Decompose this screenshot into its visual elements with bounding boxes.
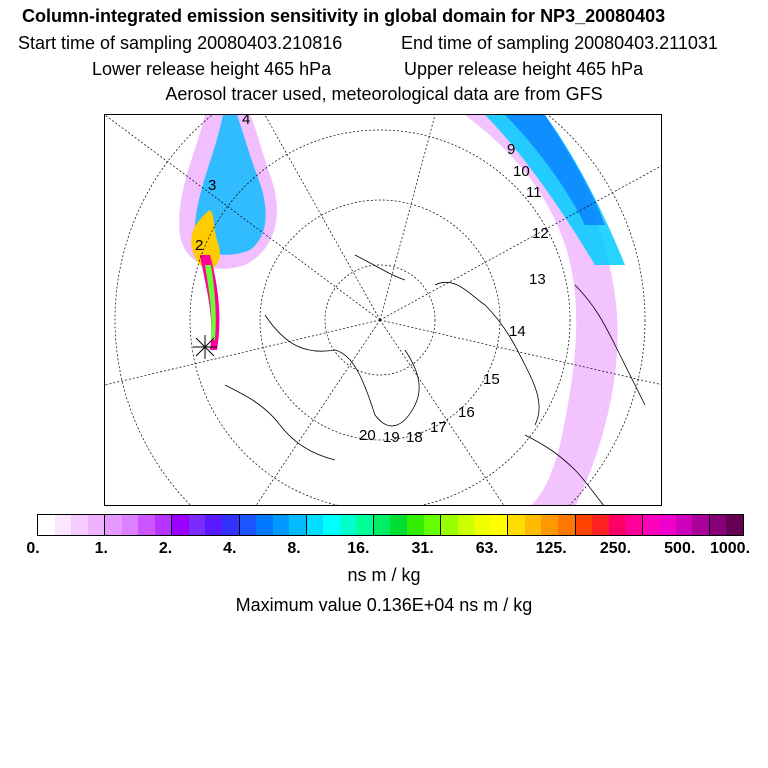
day-label: 18 <box>406 429 423 446</box>
day-label: 16 <box>458 404 475 421</box>
colorbar-segment <box>458 515 475 535</box>
colorbar-tick-label: 1. <box>94 540 108 557</box>
day-label: 11 <box>526 184 542 201</box>
colorbar-segment <box>38 515 55 535</box>
end-time-text: End time of sampling 20080403.211031 <box>401 33 718 53</box>
colorbar-segment <box>356 515 374 535</box>
colorbar-tick-label: 8. <box>287 540 301 557</box>
colorbar-segment <box>424 515 442 535</box>
colorbar-segment <box>222 515 240 535</box>
colorbar-segment <box>240 515 257 535</box>
colorbar-segment <box>105 515 122 535</box>
colorbar-segment <box>726 515 743 535</box>
colorbar-tick-label: 1000. <box>709 540 751 557</box>
day-label: 17 <box>430 419 447 436</box>
colorbar-segment <box>374 515 391 535</box>
day-label: 12 <box>532 225 549 242</box>
colorbar <box>37 514 744 536</box>
day-label: 13 <box>529 271 546 288</box>
day-label: 19 <box>383 429 400 446</box>
day-label: 10 <box>513 163 530 180</box>
colorbar-segment <box>273 515 290 535</box>
colorbar-segment <box>71 515 88 535</box>
colorbar-tick-label: 63. <box>475 540 499 557</box>
colorbar-segment <box>659 515 676 535</box>
colorbar-segment <box>390 515 407 535</box>
colorbar-segment <box>710 515 727 535</box>
day-label: 3 <box>208 177 217 194</box>
colorbar-tick-label: 4. <box>223 540 237 557</box>
colorbar-segment <box>441 515 458 535</box>
colorbar-tick-label: 16. <box>347 540 370 557</box>
max-value-text: Maximum value 0.136E+04 ns m / kg <box>235 595 533 615</box>
map-panel <box>104 114 662 506</box>
colorbar-segment <box>407 515 424 535</box>
colorbar-segment <box>323 515 340 535</box>
tracer-info-text: Aerosol tracer used, meteorological data are from GFS <box>165 84 603 104</box>
day-label: 4 <box>242 115 251 128</box>
colorbar-segment <box>643 515 660 535</box>
colorbar-segment <box>609 515 626 535</box>
colorbar-segment <box>692 515 710 535</box>
colorbar-tick-labels <box>0 540 768 560</box>
colorbar-segment <box>189 515 206 535</box>
colorbar-segment <box>474 515 491 535</box>
colorbar-segment <box>138 515 155 535</box>
colorbar-segment <box>88 515 106 535</box>
day-label: 20 <box>359 427 376 444</box>
colorbar-units: ns m / kg <box>347 565 421 585</box>
colorbar-segment <box>508 515 525 535</box>
colorbar-tick-label: 0. <box>26 540 40 557</box>
colorbar-tick-label: 2. <box>158 540 173 557</box>
colorbar-segment <box>576 515 593 535</box>
day-label: 9 <box>507 141 516 158</box>
colorbar-tick-label: 250. <box>599 540 632 557</box>
colorbar-segment <box>172 515 189 535</box>
colorbar-segment <box>256 515 273 535</box>
colorbar-segment <box>625 515 643 535</box>
colorbar-segment <box>122 515 139 535</box>
colorbar-segment <box>340 515 357 535</box>
release-point-marker <box>193 335 217 359</box>
sampling-time-line <box>18 33 768 54</box>
colorbar-tick-label: 500. <box>664 540 696 557</box>
colorbar-segment <box>491 515 509 535</box>
lower-height-text: Lower release height 465 hPa <box>92 59 332 79</box>
colorbar-segment <box>525 515 542 535</box>
day-label: 15 <box>483 371 500 388</box>
colorbar-tick-label: 31. <box>411 540 434 557</box>
colorbar-segment <box>289 515 307 535</box>
colorbar-tick-label: 125. <box>535 540 567 557</box>
colorbar-segment <box>558 515 576 535</box>
colorbar-segment <box>676 515 693 535</box>
release-height-line <box>92 59 768 80</box>
colorbar-segment <box>205 515 222 535</box>
colorbar-segment <box>155 515 173 535</box>
colorbar-segment <box>592 515 609 535</box>
colorbar-segment <box>307 515 324 535</box>
polar-map <box>105 115 662 506</box>
colorbar-segment <box>55 515 72 535</box>
day-label: 2 <box>195 237 204 254</box>
plume-left <box>179 115 277 350</box>
upper-height-text: Upper release height 465 hPa <box>404 59 644 79</box>
plot-title: Column-integrated emission sensitivity in global domain for NP3_20080403 <box>22 6 666 26</box>
colorbar-segment <box>541 515 558 535</box>
day-label: 14 <box>509 323 526 340</box>
start-time-text: Start time of sampling 20080403.210816 <box>18 33 343 53</box>
